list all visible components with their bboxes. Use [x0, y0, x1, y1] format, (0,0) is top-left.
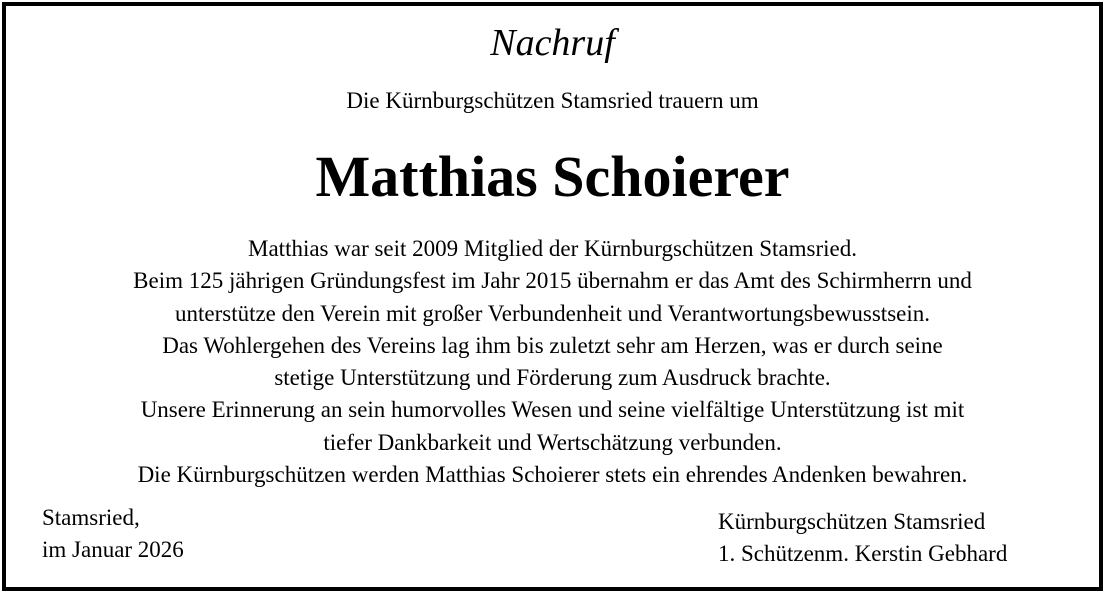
place: Stamsried, — [42, 505, 140, 530]
notice-body — [6, 233, 1099, 491]
body-line: Matthias war seit 2009 Mitglied der Kürnburgschützen Stamsried. — [248, 236, 857, 261]
signature-block — [718, 506, 1007, 570]
body-line: Unsere Erinnerung an sein humorvolles Wesen und seine vielfältige Unterstützung ist mit — [140, 397, 965, 423]
notice-title: Nachruf — [490, 22, 615, 64]
body-line: Beim 125 jährigen Gründungsfest im Jahr 2015 übernahm er das Amt des Schirmherrn und — [133, 268, 972, 294]
body-line: tiefer Dankbarkeit und Wertschätzung verbunden. — [323, 429, 782, 455]
obituary-notice — [2, 2, 1103, 591]
signature-organization: Kürnburgschützen Stamsried — [718, 509, 986, 534]
body-line: stetige Unterstützung und Förderung zum Ausdruck brachte. — [274, 365, 831, 391]
place-date-block — [42, 502, 184, 566]
date: im Januar 2026 — [42, 537, 184, 562]
deceased-name: Matthias Schoierer — [315, 144, 790, 209]
notice-intro: Die Kürnburgschützen Stamsried trauern um — [346, 88, 759, 113]
body-line: unterstütze den Verein mit großer Verbundenheit und Verantwortungsbewusstsein. — [174, 300, 930, 326]
body-line: Die Kürnburgschützen werden Matthias Schoierer stets ein ehrendes Andenken bewahren. — [137, 462, 968, 488]
signature-person: 1. Schützenm. Kerstin Gebhard — [718, 541, 1008, 566]
body-line: Das Wohlergehen des Vereins lag ihm bis zuletzt sehr am Herzen, was er durch seine — [162, 332, 943, 358]
